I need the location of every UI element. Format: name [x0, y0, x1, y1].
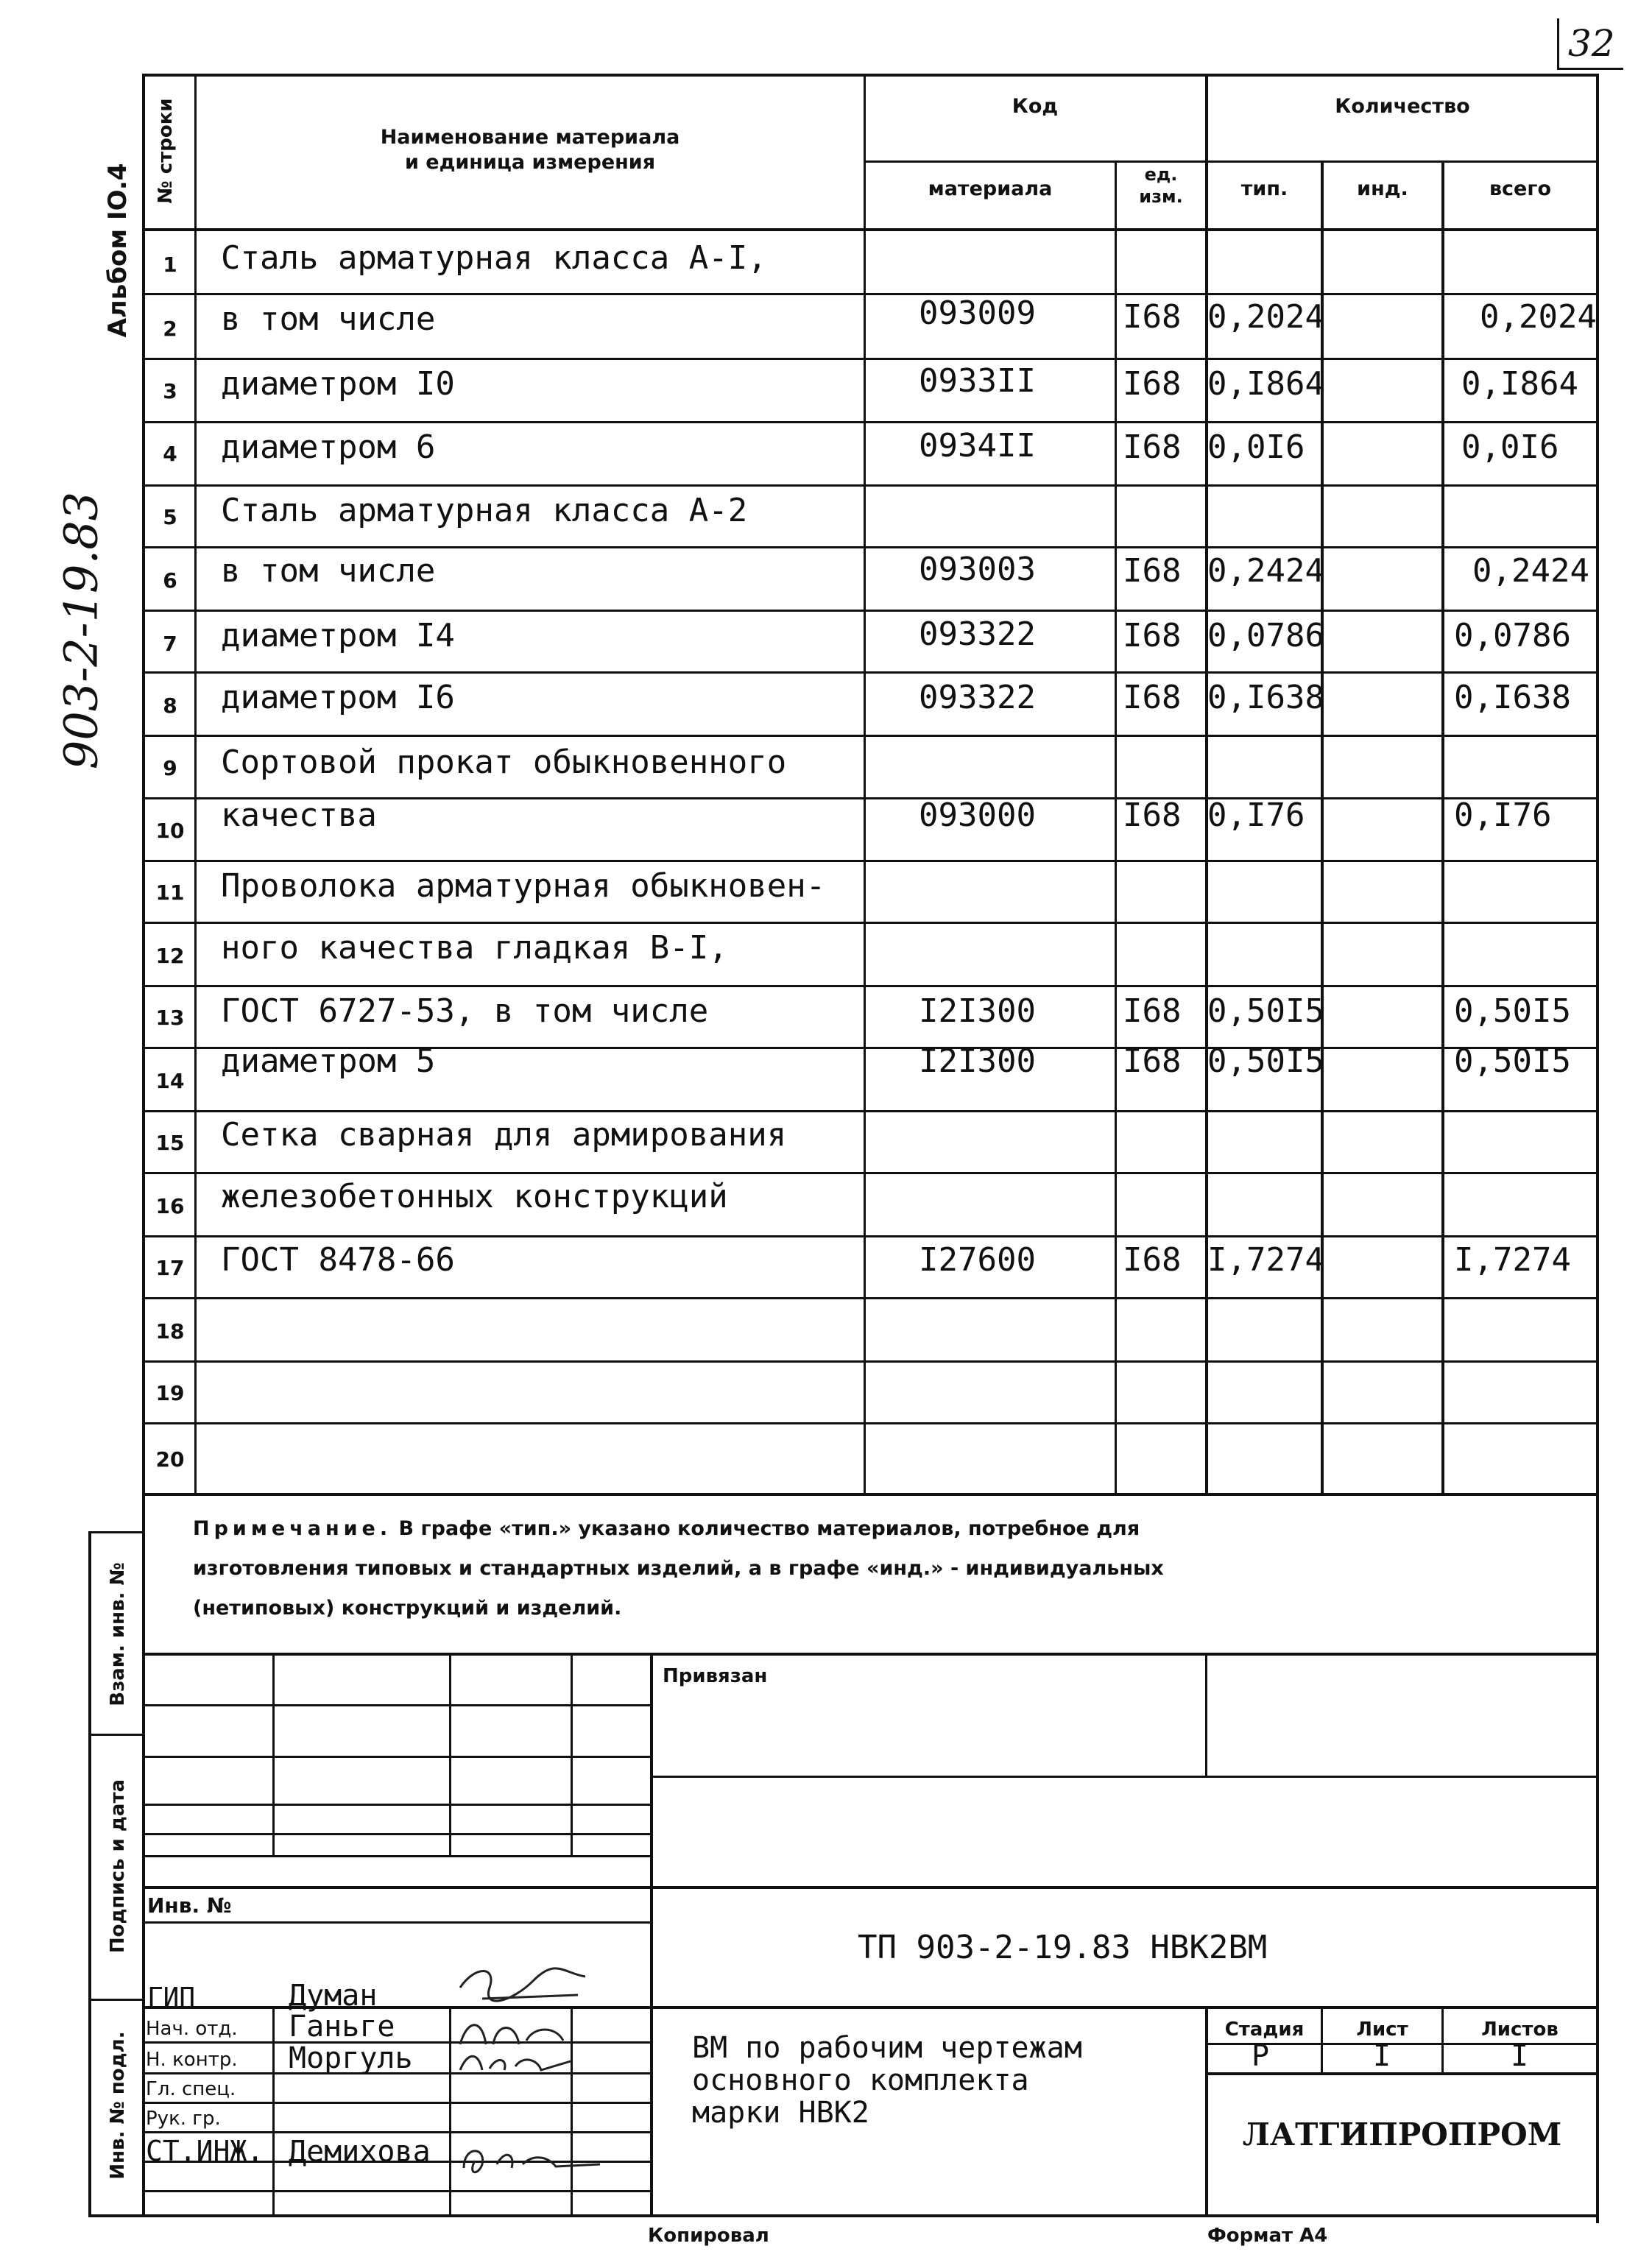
row-typ: 0,I864 — [1207, 365, 1324, 403]
row-typ: 0,2024 — [1207, 298, 1324, 336]
role-label: ГИП — [147, 1982, 196, 2013]
note-text-line2: изготовления типовых и стандартных изделий, а в графе «инд.» - индивидуальных — [193, 1557, 1164, 1580]
row-name: в том числе — [221, 300, 436, 338]
row-number: 19 — [155, 1381, 185, 1405]
row-name: Сортовой прокат обыкновенного — [221, 744, 787, 781]
row-number: 11 — [155, 880, 185, 905]
row-name: Сталь арматурная класса А-I, — [221, 239, 767, 277]
doc-code: ТП 903-2-19.83 НВК2ВМ — [858, 1929, 1268, 1966]
row-number: 20 — [155, 1447, 185, 1472]
header-name — [199, 125, 861, 175]
row-typ: 0,50I5 — [1207, 992, 1324, 1030]
page-number-bracket — [1557, 18, 1559, 70]
row-total: 0,50I5 — [1454, 992, 1571, 1030]
role-name: Моргуль — [289, 2041, 413, 2075]
header-row-no: № строки — [155, 98, 177, 204]
row-number: 10 — [155, 819, 185, 843]
row-unit: I68 — [1123, 552, 1182, 590]
row-typ: 0,0786 — [1207, 617, 1324, 654]
stage-label: Стадия — [1224, 2019, 1305, 2041]
role-name: Ганьге — [289, 2010, 395, 2044]
role-label: СТ.ИНЖ. — [146, 2135, 264, 2167]
row-number: 1 — [163, 253, 177, 277]
signature-morgul — [453, 2041, 578, 2081]
row-total: 0,0I6 — [1461, 428, 1559, 466]
row-name: качества — [221, 797, 377, 834]
page-number-underline — [1557, 68, 1623, 70]
description-line2: основного комплекта — [692, 2063, 1029, 2097]
row-name: Сталь арматурная класса А-2 — [221, 492, 748, 529]
row-unit: I68 — [1123, 992, 1182, 1030]
description-line3: марки НВК2 — [692, 2096, 869, 2130]
row-number: 12 — [155, 944, 185, 968]
row-name: ГОСТ 8478-66 — [221, 1241, 455, 1279]
row-number: 8 — [163, 693, 177, 718]
row-number: 13 — [155, 1006, 185, 1030]
row-name: Сетка сварная для армирования — [221, 1116, 787, 1154]
row-number: 4 — [163, 442, 177, 466]
note-label: Примечание. — [193, 1517, 392, 1540]
row-unit: I68 — [1123, 1042, 1182, 1080]
row-code: 0934II — [919, 427, 1036, 465]
row-code: 093322 — [919, 679, 1036, 716]
role-label: Гл. спец. — [146, 2078, 236, 2100]
row-name: диаметром 5 — [221, 1042, 436, 1080]
header-unit — [1117, 163, 1205, 208]
row-number: 17 — [155, 1256, 185, 1280]
header-total: всего — [1489, 177, 1552, 200]
header-unit-line1: ед. — [1144, 164, 1178, 185]
row-number: 9 — [163, 756, 177, 780]
header-code: Код — [1012, 95, 1059, 118]
row-name: диаметром I6 — [221, 679, 455, 716]
organization: ЛАТГИПРОПРОМ — [1242, 2116, 1562, 2153]
note-line1 — [193, 1509, 1577, 1549]
sheet-label: Лист — [1356, 2019, 1408, 2041]
row-code: I2I300 — [919, 992, 1036, 1030]
role-name: Думан — [289, 1979, 378, 2013]
row-code: 093009 — [919, 294, 1036, 332]
note-text-line3: (нетиповых) конструкций и изделий. — [193, 1597, 622, 1620]
row-typ: I,7274 — [1207, 1241, 1324, 1279]
handwritten-code: 903-2-19.83 — [54, 491, 108, 770]
description — [692, 2032, 1082, 2129]
header-material: материала — [928, 177, 1053, 200]
row-number: 18 — [155, 1319, 185, 1343]
row-code: 093003 — [919, 551, 1036, 588]
row-total: 0,0786 — [1454, 617, 1571, 654]
row-total: 0,I638 — [1454, 679, 1571, 716]
role-label: Н. контр. — [146, 2049, 238, 2071]
role-label: Рук. гр. — [146, 2108, 221, 2130]
row-unit: I68 — [1123, 428, 1182, 466]
header-unit-line2: изм. — [1139, 186, 1183, 207]
header-typ: тип. — [1240, 177, 1288, 200]
row-unit: I68 — [1123, 797, 1182, 834]
row-typ: 0,I638 — [1207, 679, 1324, 716]
row-total: 0,I76 — [1454, 797, 1552, 834]
sheets-label: Листов — [1481, 2019, 1559, 2041]
description-line1: ВМ по рабочим чертежам — [692, 2031, 1082, 2065]
page-number: 32 — [1568, 22, 1615, 65]
row-typ: 0,50I5 — [1207, 1042, 1324, 1080]
album-label: Альбом IO.4 — [103, 163, 133, 338]
row-number: 6 — [163, 568, 177, 593]
row-number: 5 — [163, 505, 177, 529]
row-typ: 0,I76 — [1207, 797, 1305, 834]
row-name: Проволока арматурная обыкновен- — [221, 867, 826, 905]
privyazan-label: Привязан — [663, 1665, 768, 1687]
row-code: I27600 — [919, 1241, 1036, 1279]
row-number: 2 — [163, 317, 177, 341]
row-typ: 0,0I6 — [1207, 428, 1305, 466]
role-name: Демихова — [289, 2135, 431, 2169]
signature-demikhova — [453, 2131, 607, 2186]
sheets-value: I — [1511, 2039, 1529, 2073]
row-name: диаметром I0 — [221, 365, 455, 403]
row-number: 14 — [155, 1069, 185, 1093]
row-code: 093322 — [919, 615, 1036, 653]
row-name: в том числе — [221, 552, 436, 590]
header-name-line1: Наименование материала — [380, 126, 680, 149]
row-total: 0,2424 — [1472, 552, 1589, 590]
row-name: ного качества гладкая В-I, — [221, 929, 728, 967]
row-number: 15 — [155, 1131, 185, 1155]
row-code: 0933II — [919, 362, 1036, 400]
row-unit: I68 — [1123, 298, 1182, 336]
inv-no-label: Инв. № — [147, 1893, 232, 1918]
row-typ: 0,2424 — [1207, 552, 1324, 590]
row-name: железобетонных конструкций — [221, 1178, 728, 1215]
role-label: Нач. отд. — [146, 2018, 238, 2040]
row-total: 0,50I5 — [1454, 1042, 1571, 1080]
row-number: 3 — [163, 379, 177, 403]
row-unit: I68 — [1123, 1241, 1182, 1279]
footer-copied: Копировал — [648, 2225, 769, 2247]
row-name: ГОСТ 6727-53, в том числе — [221, 992, 709, 1030]
stage-value: Р — [1252, 2039, 1270, 2073]
row-code: 093000 — [919, 797, 1036, 834]
row-unit: I68 — [1123, 365, 1182, 403]
header-quantity: Количество — [1335, 95, 1470, 118]
row-name: диаметром 6 — [221, 428, 436, 466]
row-unit: I68 — [1123, 679, 1182, 716]
side-inv-podl: Инв. № подл. — [107, 2031, 129, 2180]
side-vzam: Взам. инв. № — [107, 1562, 129, 1706]
signature-duman — [453, 1958, 593, 2010]
side-podpis: Подпись и дата — [107, 1779, 129, 1954]
sheet-value: I — [1373, 2039, 1391, 2073]
row-total: 0,2024 — [1480, 298, 1597, 336]
row-number: 7 — [163, 632, 177, 656]
row-number: 16 — [155, 1194, 185, 1218]
row-total: 0,I864 — [1461, 365, 1578, 403]
header-name-line2: и единица измерения — [404, 151, 656, 174]
header-ind: инд. — [1357, 177, 1408, 200]
row-unit: I68 — [1123, 617, 1182, 654]
row-code: I2I300 — [919, 1042, 1036, 1080]
note-text-line1: В графе «тип.» указано количество материалов, потребное для — [398, 1517, 1140, 1540]
footer-format: Формат А4 — [1207, 2225, 1328, 2247]
row-total: I,7274 — [1454, 1241, 1571, 1279]
note — [193, 1509, 1577, 1628]
row-name: диаметром I4 — [221, 617, 455, 654]
